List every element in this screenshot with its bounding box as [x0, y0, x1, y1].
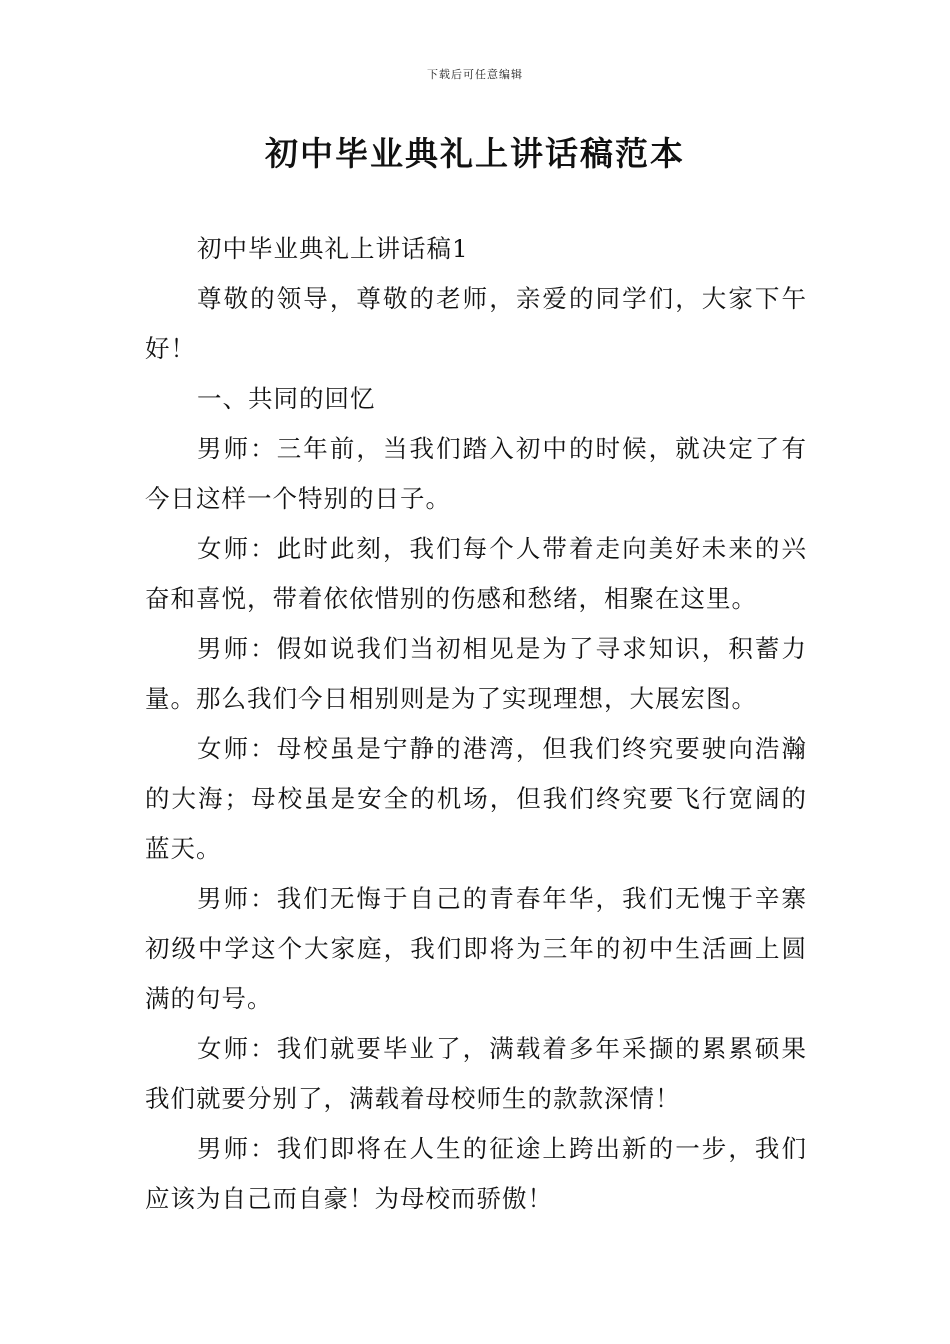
document-body [145, 224, 807, 1224]
paragraph-subtitle: 初中毕业典礼上讲话稿1 [197, 234, 469, 263]
header-note: 下载后可任意编辑 [427, 68, 523, 81]
paragraph: 男师：我们无悔于自己的青春年华，我们无愧于辛寨初级中学这个大家庭，我们即将为三年的初中生活画上圆满的句号。 [145, 884, 807, 1013]
paragraph: 女师：母校虽是宁静的港湾，但我们终究要驶向浩瀚的大海；母校虽是安全的机场，但我们终究要飞行宽阔的蓝天。 [145, 734, 807, 863]
paragraph: 男师：三年前，当我们踏入初中的时候，就决定了有今日这样一个特别的日子。 [145, 434, 807, 513]
paragraph: 女师：我们就要毕业了，满载着多年采撷的累累硕果我们就要分别了，满载着母校师生的款款深情！ [145, 1034, 807, 1113]
paragraph-section-heading: 一、共同的回忆 [197, 384, 376, 413]
paragraph: 男师：假如说我们当初相见是为了寻求知识，积蓄力量。那么我们今日相别则是为了实现理想，大展宏图。 [145, 634, 807, 713]
document-title: 初中毕业典礼上讲话稿范本 [265, 134, 685, 173]
paragraph: 女师：此时此刻，我们每个人带着走向美好未来的兴奋和喜悦，带着依依惜别的伤感和愁绪，相聚在这里。 [145, 534, 807, 613]
paragraph-greeting: 尊敬的领导，尊敬的老师，亲爱的同学们，大家下午好！ [145, 284, 807, 363]
paragraph: 男师：我们即将在人生的征途上跨出新的一步，我们应该为自己而自豪！为母校而骄傲！ [145, 1134, 807, 1213]
